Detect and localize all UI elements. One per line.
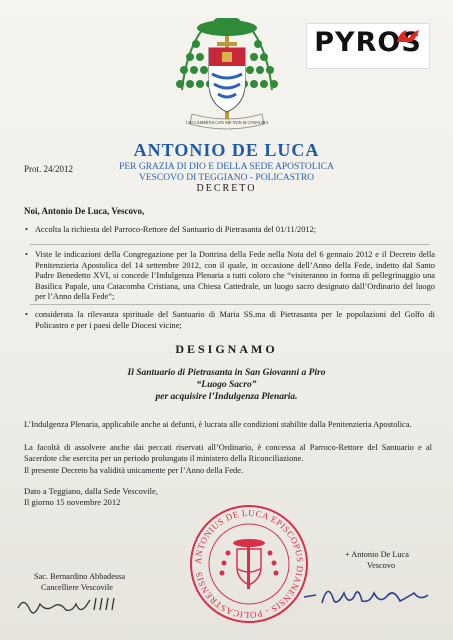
header-line-2: VESCOVO DI TEGGIANO - POLICASTRO xyxy=(138,173,315,183)
header-line-1: PER GRAZIA DI DIO E DELLA SEDE APOSTOLICA xyxy=(119,162,334,172)
bullet-3-text: considerata la rilevanza spirituale del Santuario di Maria SS.ma di Pietrasanta per le popolazioni del Golfo di Policastro e per i paesi delle Diocesi vicine; xyxy=(35,310,435,330)
episcopal-seal xyxy=(188,503,310,625)
place-line: Dato a Teggiano, dalla Sede Vescovile, xyxy=(24,486,158,496)
bishop-signature-title: Vescovo xyxy=(367,561,396,570)
logo-text: PYROS xyxy=(314,27,422,58)
bullet-dot: • xyxy=(25,250,28,259)
episcopal-crest xyxy=(172,12,282,134)
paragraph-faculty: La facoltà di assolvere anche dai peccati riservati all’Ordinario, è concessa al Parroco-Rettore del Santuario e al Sacerdote che esercita per un periodo prolungato il ministero della Riconciliazione. xyxy=(24,443,432,463)
pyros-logo xyxy=(306,23,430,69)
date-line: Il giorno 15 novembre 2012 xyxy=(24,497,121,507)
bullet-1 xyxy=(25,225,435,236)
chancellor-handwritten-signature xyxy=(14,592,124,622)
designamo-heading: DESIGNAMO xyxy=(175,342,278,356)
chancellor-title: Cancelliere Vescovile xyxy=(41,583,113,592)
bishop-handwritten-signature xyxy=(300,575,440,615)
intro-line: Noi, Antonio De Luca, Vescovo, xyxy=(24,206,145,216)
declaration-line-2: “Luogo Sacro” xyxy=(196,380,257,390)
declaration-line-1: Il Santuario di Pietrasanta in San Giovanni a Piro xyxy=(127,368,326,378)
bullet-dot: • xyxy=(25,225,28,234)
bishop-signature-name: + Antonio De Luca xyxy=(345,550,409,559)
protocol-number: Prot. 24/2012 xyxy=(24,164,74,174)
bishop-name: ANTONIO DE LUCA xyxy=(133,140,320,160)
seal-text: ANTONIUS DE LUCA EPISCOPUS DIANENSIS - POLICASTRENSIS xyxy=(192,507,306,621)
document-title: DECRETO xyxy=(196,183,257,194)
bullet-2 xyxy=(25,250,435,303)
declaration-line-3: per acquisire l’Indulgenza Plenaria. xyxy=(155,392,298,402)
chancellor-name: Sac. Bernardino Abbadessa xyxy=(34,572,126,581)
divider xyxy=(30,304,430,305)
divider xyxy=(30,244,430,245)
bullet-3 xyxy=(25,310,435,331)
paragraph-indulgence: L’Indulgenza Plenaria, applicabile anche ai defunti, è lucrata alle condizioni stabilite dalla Penitenzieria Apostolica. xyxy=(24,420,412,429)
crest-motto: CHI CAMMINA CON ME NON SI CONSUMA xyxy=(185,120,269,125)
paragraph-validity: Il presente Decreto ha validità unicamente per l’Anno della Fede. xyxy=(24,466,244,475)
bullet-2-text: Viste le indicazioni della Congregazione per la Dottrina della Fede nella Nota del 6 gennaio 2012 e il Decreto della Penitenzieria Apostolica del 14 settembre 2012, con il quale, in occasione dell’Anno della Fede, indetto dal Santo Padre Benedetto XVI, si concede l’Indulgenza Plenaria a tutti coloro che “visiteranno in forma di pellegrinaggio una Basilica Papale, una Catacomba Cristiana, una Chiesa Cattedrale, un luogo sacro designato dall’Ordinario del luogo per l’Anno della Fede”; xyxy=(35,250,435,302)
flame-icon xyxy=(393,26,423,46)
bullet-1-text: Accolta la richiesta del Parroco-Rettore del Santuario di Pietrasanta del 01/11/2012; xyxy=(35,225,317,234)
bullet-dot: • xyxy=(25,310,28,319)
